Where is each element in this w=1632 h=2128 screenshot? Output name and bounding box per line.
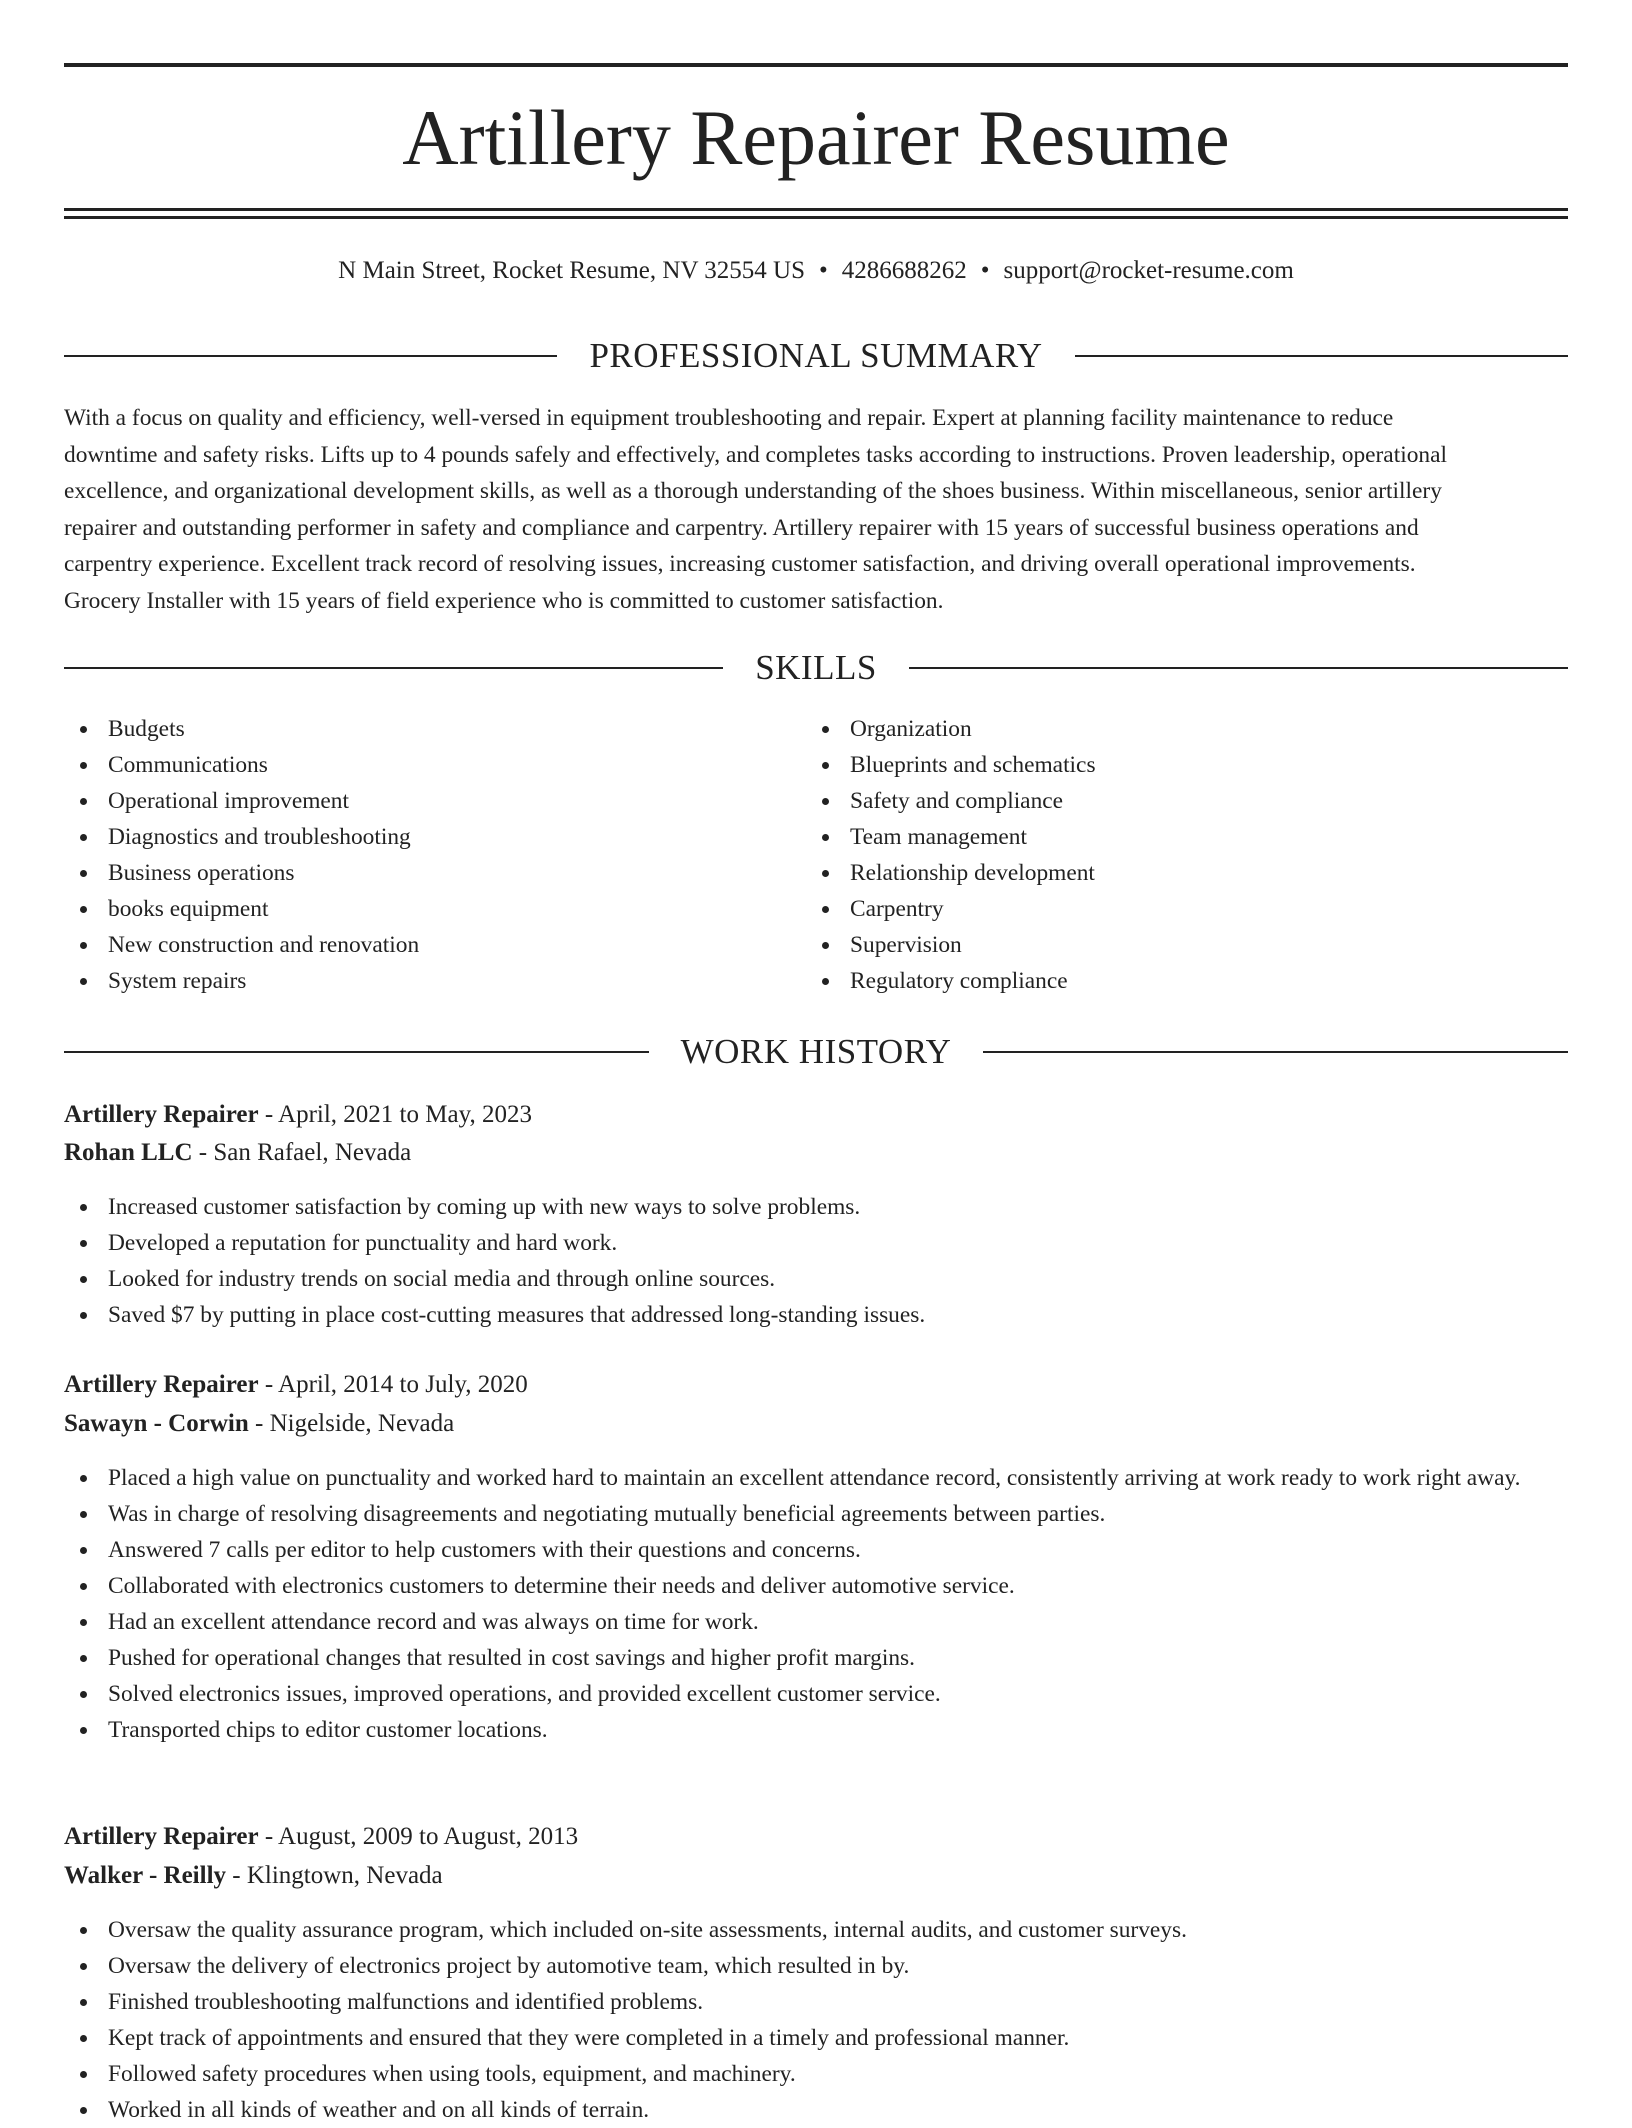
skill-item: New construction and renovation [64,927,784,963]
section-title-summary: PROFESSIONAL SUMMARY [589,336,1043,375]
contact-address: N Main Street, Rocket Resume, NV 32554 US [338,257,806,284]
heading-rule [909,667,1568,669]
job-duty: Kept track of appointments and ensured that they were completed in a timely and professional manner. [64,2020,1568,2056]
skill-item: Supervision [806,927,1566,963]
skill-item: Safety and compliance [806,783,1566,819]
skill-item: Communications [64,747,784,783]
job-company-line [64,1134,1568,1172]
skills-list-right [806,711,1566,999]
section-title-work: WORK HISTORY [680,1032,952,1071]
heading-rule [1075,355,1568,357]
skill-item: System repairs [64,963,784,999]
job-location: - San Rafael, Nevada [192,1139,412,1166]
summary-paragraph [64,400,1568,619]
job-company: Rohan LLC [64,1139,193,1166]
job-duty: Transported chips to editor customer locations. [64,1712,1568,1748]
job-company: Sawayn - Corwin [64,1410,249,1437]
job-duty: Oversaw the quality assurance program, which included on-site assessments, internal audits, and customer surveys. [64,1912,1568,1948]
job-duty: Solved electronics issues, improved operations, and provided excellent customer service. [64,1676,1568,1712]
skill-item: Organization [806,711,1566,747]
job-company-line [64,1857,1568,1895]
contact-phone: 4286688262 [841,257,967,284]
job-duties-list [64,1189,1568,1333]
contact-separator: • [980,257,990,284]
job-duty: Oversaw the delivery of electronics project by automotive team, which resulted in by. [64,1948,1568,1984]
job-duty: Finished troubleshooting malfunctions and identified problems. [64,1984,1568,2020]
summary-line: Grocery Installer with 15 years of field experience who is committed to customer satisfaction. [64,587,944,614]
skill-item: Relationship development [806,855,1566,891]
job-dates: - April, 2021 to May, 2023 [258,1101,532,1128]
heading-rule [64,1051,649,1053]
job-duty: Worked in all kinds of weather and on all kinds of terrain. [64,2092,1568,2128]
job-duty: Had an excellent attendance record and was always on time for work. [64,1604,1568,1640]
skill-item: Carpentry [806,891,1566,927]
header-top-rule [64,63,1568,67]
job-duty: Increased customer satisfaction by coming up with new ways to solve problems. [64,1189,1568,1225]
job-dates: - April, 2014 to July, 2020 [258,1371,528,1398]
section-heading-skills [64,646,1568,690]
heading-rule [983,1051,1568,1053]
skill-item: books equipment [64,891,784,927]
job-duty: Saved $7 by putting in place cost-cutting measures that addressed long-standing issues. [64,1297,1568,1333]
contact-email: support@rocket-resume.com [1003,257,1294,284]
job-duty: Developed a reputation for punctuality and hard work. [64,1225,1568,1261]
header-double-rule-lower [64,216,1568,219]
page-title: Artillery Repairer Resume [402,94,1230,181]
job-title-line [64,1366,1568,1404]
skill-item: Regulatory compliance [806,963,1566,999]
skill-item: Operational improvement [64,783,784,819]
job-dates: - August, 2009 to August, 2013 [258,1823,579,1850]
skill-item: Team management [806,819,1566,855]
summary-line: carpentry experience. Excellent track record of resolving issues, increasing customer satisfaction, and driving overall operational improvements. [64,551,1416,577]
job-location: - Nigelside, Nevada [248,1410,455,1437]
job-title: Artillery Repairer [64,1823,259,1850]
job-title: Artillery Repairer [64,1101,259,1128]
job-duties-list [64,1912,1568,2128]
heading-rule [64,667,723,669]
job-duty: Answered 7 calls per editor to help customers with their questions and concerns. [64,1532,1568,1568]
contact-separator: • [819,257,828,284]
skills-list-left [64,711,784,999]
job-company-line [64,1405,1568,1443]
job-title-line [64,1096,1568,1134]
summary-line: excellence, and organizational development skills, as well as a thorough understanding of the shoes business. Within miscellaneous, senior artillery [64,478,1442,504]
job-duty: Followed safety procedures when using tools, equipment, and machinery. [64,2056,1568,2092]
skill-item: Diagnostics and troubleshooting [64,819,784,855]
job-location: - Klingtown, Nevada [226,1862,443,1889]
job-duty: Placed a high value on punctuality and worked hard to maintain an excellent attendance record, consistently arriving at work ready to work right away. [64,1460,1568,1496]
job-duties-list [64,1460,1568,1748]
job-company: Walker - Reilly [64,1862,227,1889]
job-duty: Pushed for operational changes that resulted in cost savings and higher profit margins. [64,1640,1568,1676]
skill-item: Blueprints and schematics [806,747,1566,783]
job-title-line [64,1818,1568,1856]
job-duty: Looked for industry trends on social media and through online sources. [64,1261,1568,1297]
header-double-rule-upper [64,208,1568,211]
section-title-skills: SKILLS [755,648,877,687]
section-heading-work [64,1030,1568,1074]
heading-rule [64,355,557,357]
summary-line: repairer and outstanding performer in safety and compliance and carpentry. Artillery repairer with 15 years of successful business operations and [64,514,1419,541]
job-title: Artillery Repairer [64,1371,259,1398]
section-heading-summary [64,334,1568,378]
skill-item: Business operations [64,855,784,891]
skill-item: Budgets [64,711,784,747]
job-duty: Was in charge of resolving disagreements and negotiating mutually beneficial agreements between parties. [64,1496,1568,1532]
summary-line: With a focus on quality and efficiency, well-versed in equipment troubleshooting and repair. Expert at planning facility maintenance to reduce [64,405,1394,431]
contact-line [64,254,1568,288]
job-duty: Collaborated with electronics customers to determine their needs and deliver automotive service. [64,1568,1568,1604]
summary-line: downtime and safety risks. Lifts up to 4 pounds safely and effectively, and completes tasks according to instructions. Proven leadership, operational [64,441,1447,468]
